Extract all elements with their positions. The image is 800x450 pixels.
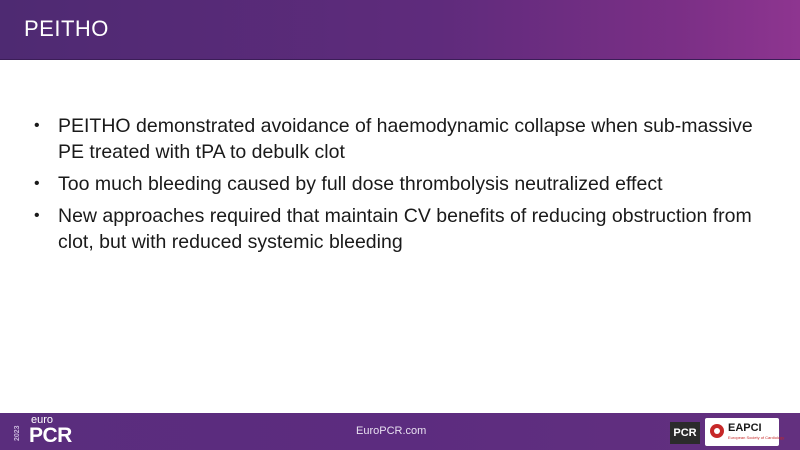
- bullet-item: [34, 203, 779, 255]
- bullet-icon: •: [34, 117, 40, 134]
- eapci-logo: [705, 418, 785, 446]
- site-url: EuroPCR.com: [356, 425, 427, 437]
- slide-title: PEITHO: [24, 16, 109, 41]
- bullet-text: Too much bleeding caused by full dose thrombolysis neutralized effect: [58, 173, 663, 195]
- bullet-icon: •: [34, 207, 40, 224]
- eapci-name: EAPCI: [728, 422, 762, 434]
- eapci-subtitle: European Society of Cardiology: [728, 435, 785, 440]
- bullet-item: [34, 113, 779, 165]
- europcr-logo: [14, 415, 84, 448]
- slide-footer: [0, 413, 800, 450]
- bullet-text: PEITHO demonstrated avoidance of haemodynamic collapse when sub-massive PE treated with tPA to debulk clot: [58, 115, 753, 163]
- bullet-list: [34, 113, 779, 261]
- logo-euro-text: euro: [31, 414, 54, 426]
- bullet-item: [34, 171, 779, 197]
- bullet-icon: •: [34, 175, 40, 192]
- heart-icon: [710, 424, 724, 438]
- slide-header: [0, 0, 800, 60]
- logo-pcr-text: PCR: [29, 424, 72, 447]
- logo-year: 2023: [14, 425, 21, 441]
- pcr-badge-logo: PCR: [670, 422, 700, 444]
- bullet-text: New approaches required that maintain CV benefits of reducing obstruction from clot, but with reduced systemic bleeding: [58, 205, 752, 253]
